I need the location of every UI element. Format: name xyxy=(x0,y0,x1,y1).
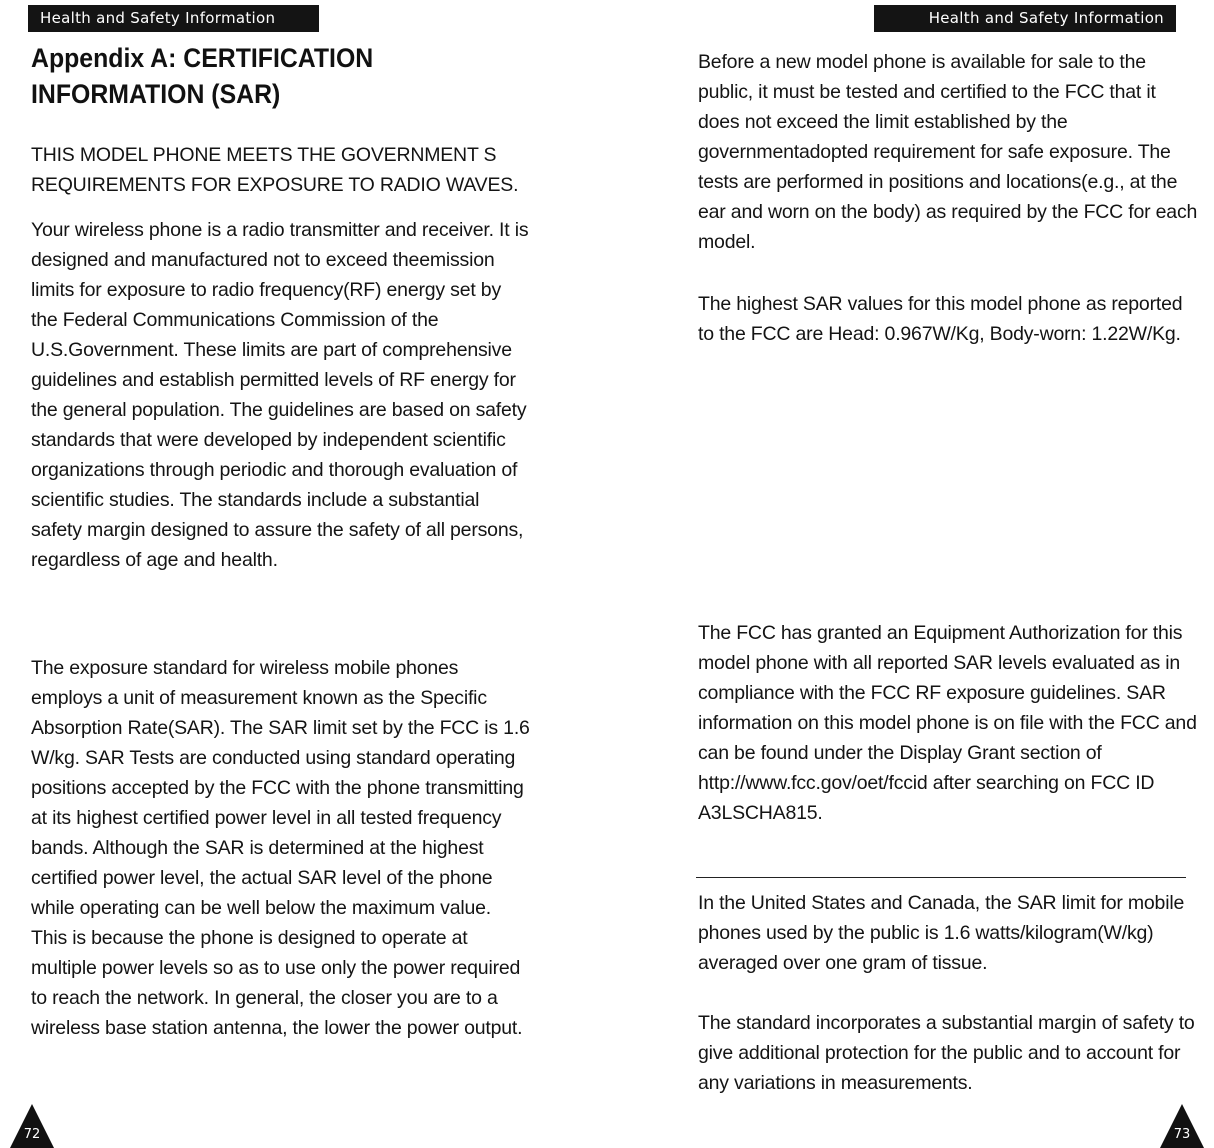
left-page-number: 72 xyxy=(23,1127,41,1142)
divider-rule xyxy=(696,877,1186,878)
safety-margin-paragraph: The standard incorporates a substantial margin of safety to give additional protection for the public and to account for any variations in measurements. xyxy=(698,1012,1195,1094)
right-page-number: 73 xyxy=(1173,1127,1191,1142)
right-page xyxy=(607,0,1214,1148)
right-paragraph-1: Before a new model phone is available for sale to the public, it must be tested and certified to the FCC that it does not exceed the limit established by the governmentadopted requirement for safe exposure. The tests are performed in positions and locations(e.g., at the ear and worn on the body) as required by the FCC for each model. xyxy=(698,51,1198,253)
sar-limit-paragraph: In the United States and Canada, the SAR limit for mobile phones used by the public is 1.6 watts/kilogram(W/kg) averaged over one gram of tissue. xyxy=(698,892,1185,974)
appendix-title: Appendix A: CERTIFICATION INFORMATION (SAR) xyxy=(31,43,374,109)
sar-values-paragraph: The highest SAR values for this model phone as reported to the FCC are Head: 0.967W/Kg, Body-worn: 1.22W/Kg. xyxy=(698,293,1183,345)
left-paragraph-1: Your wireless phone is a radio transmitter and receiver. It is designed and manufactured not to exceed theemission limits for exposure to radio frequency(RF) energy set by the Federal Communications Commission of the U.S.Government. These limits are part of comprehensive guidelines and establish permitted levels of RF energy for the general population. The guidelines are based on safety standards that were developed by independent scientific organizations through periodic and thorough evaluation of scientific studies. The standards include a substantial safety margin designed to assure the safety of all persons, regardless of age and health. xyxy=(31,219,529,571)
left-paragraph-2: The exposure standard for wireless mobile phones employs a unit of measurement known as the Specific Absorption Rate(SAR). The SAR limit set by the FCC is 1.6 W/kg. SAR Tests are conducted using standard operating positions accepted by the FCC with the phone transmitting at its highest certified power level in all tested frequency bands. Although the SAR is determined at the highest certified power level, the actual SAR level of the phone while operating can be well below the maximum value. This is because the phone is designed to operate at multiple power levels so as to use only the power required to reach the network. In general, the closer you are to a wireless base station antenna, the lower the power output. xyxy=(31,657,530,1039)
right-section-header: Health and Safety Information xyxy=(874,5,1176,32)
left-section-header: Health and Safety Information xyxy=(28,5,319,32)
fcc-authorization-paragraph: The FCC has granted an Equipment Authorization for this model phone with all reported SAR levels evaluated as in compliance with the FCC RF exposure guidelines. SAR information on this model phone is on file with the FCC and can be found under the Display Grant section of http://www.fcc.gov/oet/fccid after searching on FCC ID A3LSCHA815. xyxy=(698,622,1197,824)
compliance-statement: THIS MODEL PHONE MEETS THE GOVERNMENT S REQUIREMENTS FOR EXPOSURE TO RADIO WAVES. xyxy=(31,144,519,196)
